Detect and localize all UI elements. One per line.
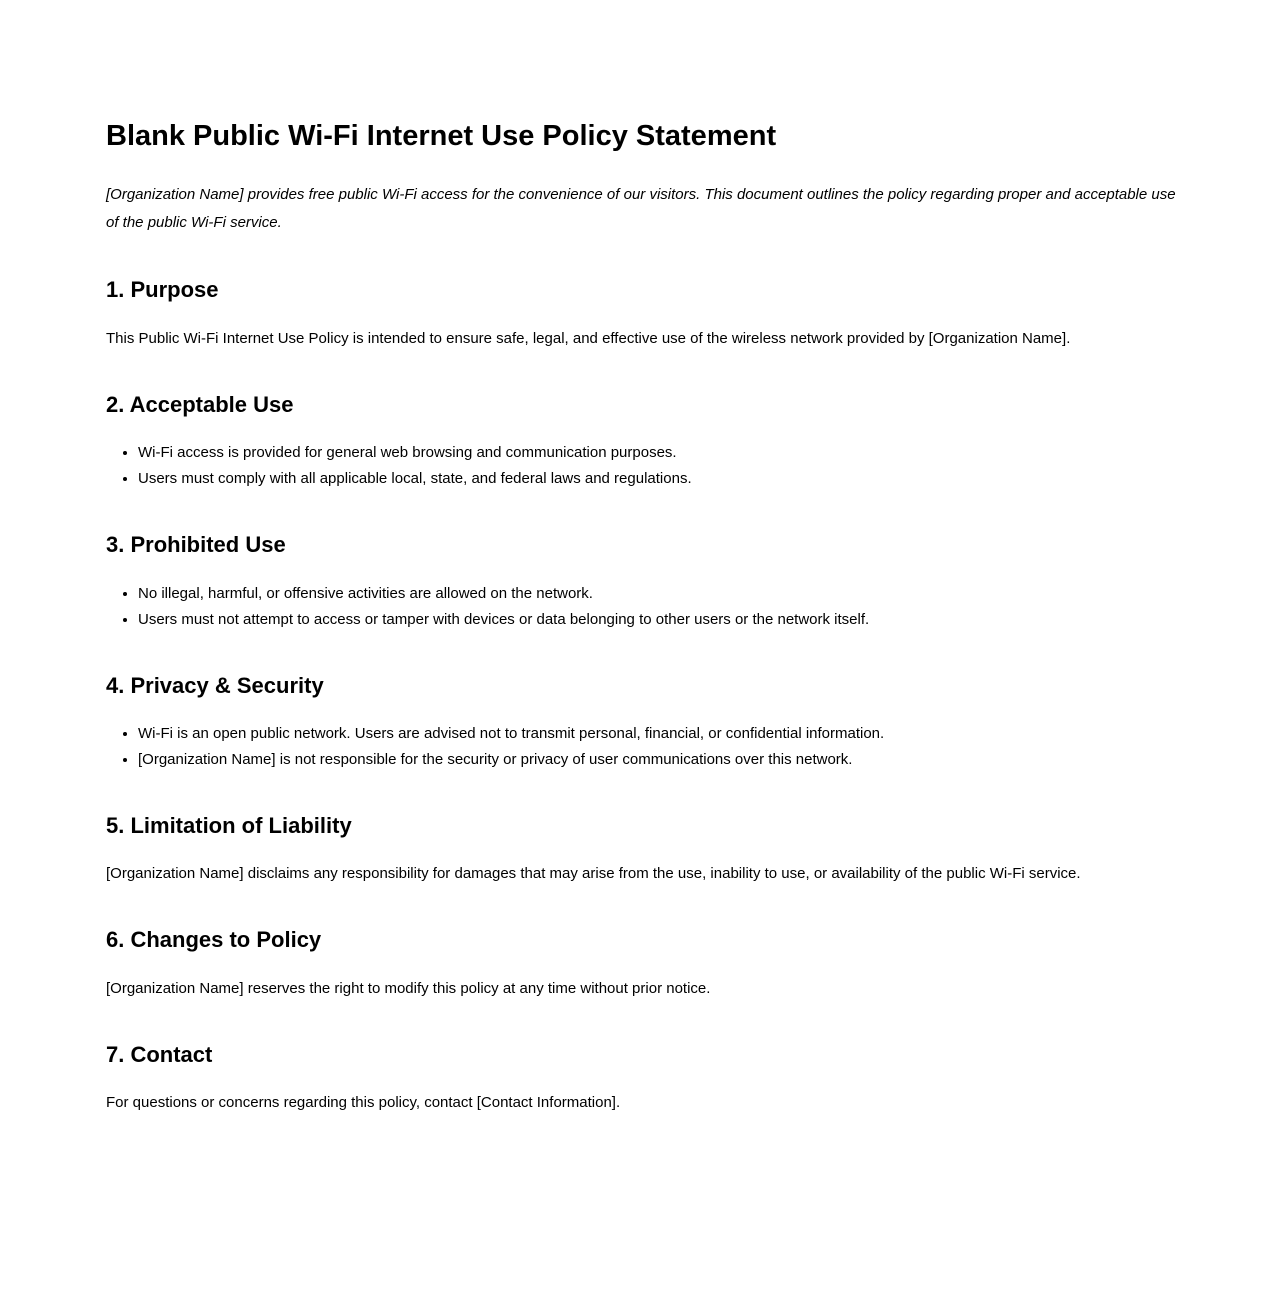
section-bullet-list bbox=[106, 581, 1178, 633]
section-changes-to-policy bbox=[106, 927, 1178, 1001]
bullet-item: • No illegal, harmful, or offensive activities are allowed on the network. bbox=[138, 581, 1178, 607]
section-heading: 7. Contact bbox=[106, 1041, 213, 1067]
section-heading: 1. Purpose bbox=[106, 277, 219, 303]
section-heading: 3. Prohibited Use bbox=[106, 532, 286, 558]
section-heading: 2. Acceptable Use bbox=[106, 391, 294, 417]
section-bullet-list bbox=[106, 721, 1178, 773]
bullet-item: • Wi-Fi access is provided for general web browsing and communication purposes. bbox=[138, 440, 1178, 466]
section-paragraph: This Public Wi-Fi Internet Use Policy is intended to ensure safe, legal, and effective use of the wireless network provided by [Organization Name]. bbox=[106, 329, 1071, 347]
bullet-item: • Wi-Fi is an open public network. Users are advised not to transmit personal, financial, or confidential information. bbox=[138, 721, 1178, 747]
bullet-item: • Users must not attempt to access or tamper with devices or data belonging to other users or the network itself. bbox=[138, 607, 1178, 633]
bullet-item: • Users must comply with all applicable local, state, and federal laws and regulations. bbox=[138, 466, 1178, 492]
bullet-item: • [Organization Name] is not responsible for the security or privacy of user communications over this network. bbox=[138, 747, 1178, 773]
section-heading: 5. Limitation of Liability bbox=[106, 812, 352, 838]
section-paragraph: [Organization Name] reserves the right to modify this policy at any time without prior notice. bbox=[106, 979, 711, 997]
section-limitation-of-liability bbox=[106, 813, 1178, 887]
intro-paragraph: [Organization Name] provides free public Wi-Fi access for the convenience of our visitors. This document outlines the policy regarding proper and acceptable use of the public Wi-Fi service. bbox=[106, 186, 1176, 232]
section-paragraph: For questions or concerns regarding this policy, contact [Contact Information]. bbox=[106, 1094, 621, 1112]
section-acceptable-use bbox=[106, 392, 1178, 492]
section-privacy-security bbox=[106, 673, 1178, 773]
section-heading: 4. Privacy & Security bbox=[106, 672, 324, 698]
document-title: Blank Public Wi-Fi Internet Use Policy Statement bbox=[106, 120, 777, 152]
section-heading: 6. Changes to Policy bbox=[106, 927, 322, 953]
section-bullet-list bbox=[106, 440, 1178, 492]
section-paragraph: [Organization Name] disclaims any responsibility for damages that may arise from the use, inability to use, or availability of the public Wi-Fi service. bbox=[106, 865, 1081, 883]
section-purpose bbox=[106, 277, 1178, 351]
section-contact bbox=[106, 1042, 1178, 1116]
section-prohibited-use bbox=[106, 532, 1178, 632]
